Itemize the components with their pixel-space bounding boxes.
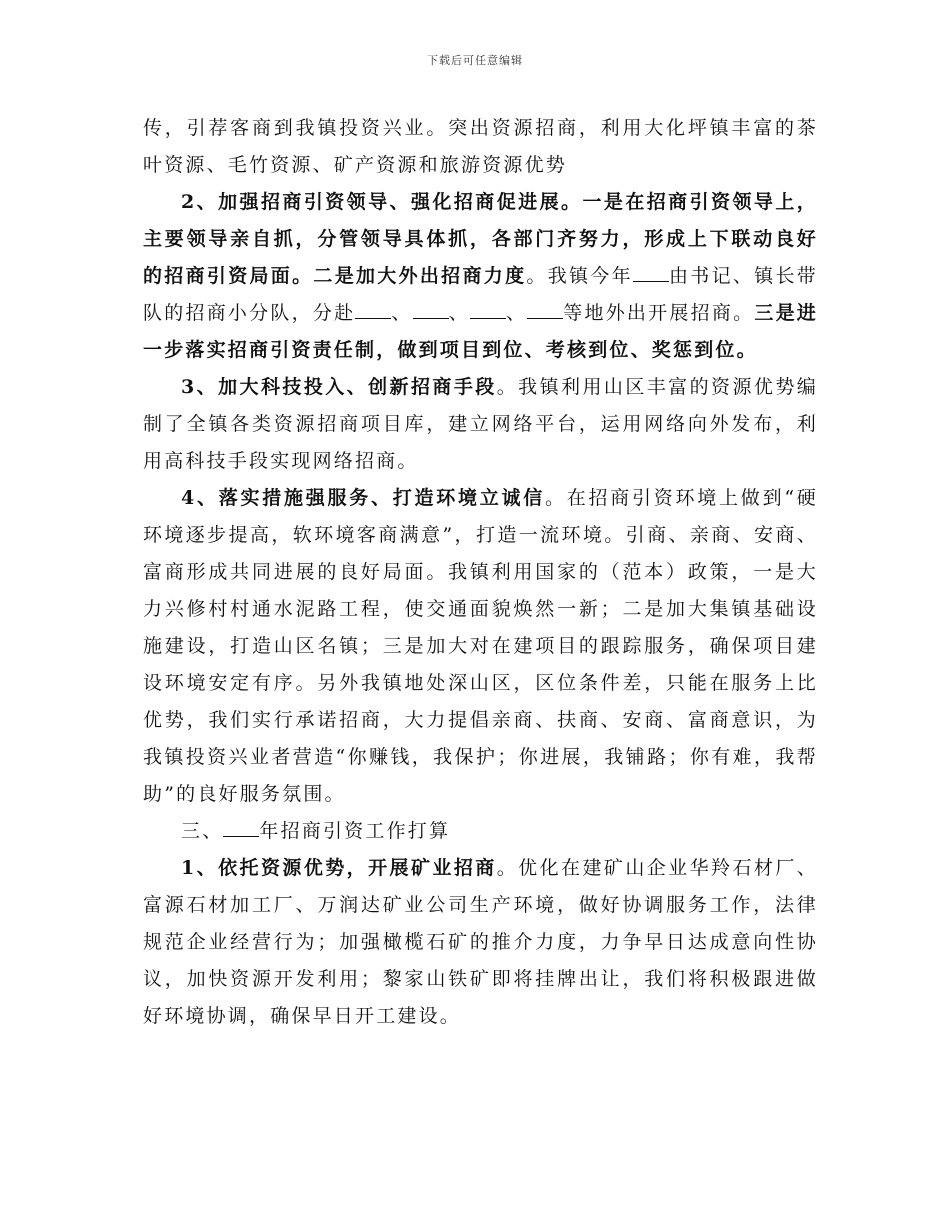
paragraph-5 <box>143 850 818 1035</box>
fill-blank-place-1 <box>355 296 391 319</box>
separator-2: 、 <box>448 302 470 324</box>
paragraph-2-bold: 3、加大科技投入、创新招商手段 <box>181 376 497 398</box>
document-body <box>143 110 818 1035</box>
separator-3: 、 <box>505 302 528 324</box>
separator-1: 、 <box>391 302 413 324</box>
fill-blank-place-4 <box>527 296 563 319</box>
paragraph-3 <box>143 480 818 813</box>
paragraph-1-bold: 2、加强招商引资领导、强化招商促进展。一是在招商引资领导上，主要领导亲自抓，分管领导具体抓，各部门齐努力，形成上下联动良好的招商引资局面。二是加大外出招商力度 <box>143 191 818 287</box>
fill-blank-year <box>633 259 669 282</box>
section-heading-prefix: 三、 <box>181 820 224 842</box>
paragraph-1-bold-2: 三是进一步落实招商引资责任制，做到项目到位、考核到位、奖惩到位。 <box>143 302 819 361</box>
fill-blank-heading-year <box>223 814 259 837</box>
fill-blank-place-3 <box>470 296 506 319</box>
section-heading <box>143 813 818 850</box>
paragraph-1-text-a: 。我镇今年 <box>526 265 633 287</box>
paragraph-1-text-c: 等地外出开展招商。 <box>563 302 755 324</box>
paragraph-1-text-b: 由书记、镇长带队的招商小分队，分赴 <box>143 265 818 324</box>
paragraph-2-text: 。我镇利用山区丰富的资源优势编制了全镇各类资源招商项目库，建立网络平台，运用网络向外发布，利用高科技手段实现网络招商。 <box>143 376 818 472</box>
section-heading-suffix: 年招商引资工作打算 <box>259 820 451 842</box>
paragraph-2 <box>143 369 818 480</box>
paragraph-0 <box>143 110 818 184</box>
paragraph-3-bold: 4、落实措施强服务、打造环境立诚信 <box>181 487 546 509</box>
paragraph-1 <box>143 184 818 369</box>
page-header: 下载后可任意编辑 <box>427 54 523 67</box>
paragraph-5-text: 。优化在建矿山企业华羚石材厂、富源石材加工厂、万润达矿业公司生产环境，做好协调服务工作，法律规范企业经营行为；加强橄榄石矿的推介力度，力争早日达成意向性协议，加快资源开发利用；黎家山铁矿即将挂牌出让，我们将积极跟进做好环境协调，确保早日开工建设。 <box>143 857 818 1027</box>
paragraph-5-bold: 1、依托资源优势，开展矿业招商 <box>181 857 497 879</box>
paragraph-0-text: 传，引荐客商到我镇投资兴业。突出资源招商，利用大化坪镇丰富的茶叶资源、毛竹资源、矿产资源和旅游资源优势 <box>143 117 818 176</box>
fill-blank-place-2 <box>413 296 449 319</box>
paragraph-3-text: 。在招商引资环境上做到“硬环境逐步提高，软环境客商满意”，打造一流环境。引商、亲商、安商、富商形成共同进展的良好局面。我镇利用国家的（范本）政策，一是大力兴修村村通水泥路工程，使交通面貌焕然一新；二是加大集镇基础设施建设，打造山区名镇；三是加大对在建项目的跟踪服务，确保项目建设环境安定有序。另外我镇地处深山区，区位条件差，只能在服务上比优势，我们实行承诺招商，大力提倡亲商、扶商、安商、富商意识，为我镇投资兴业者营造“你赚钱，我保护；你进展，我铺路；你有难，我帮助”的良好服务氛围。 <box>143 487 818 805</box>
